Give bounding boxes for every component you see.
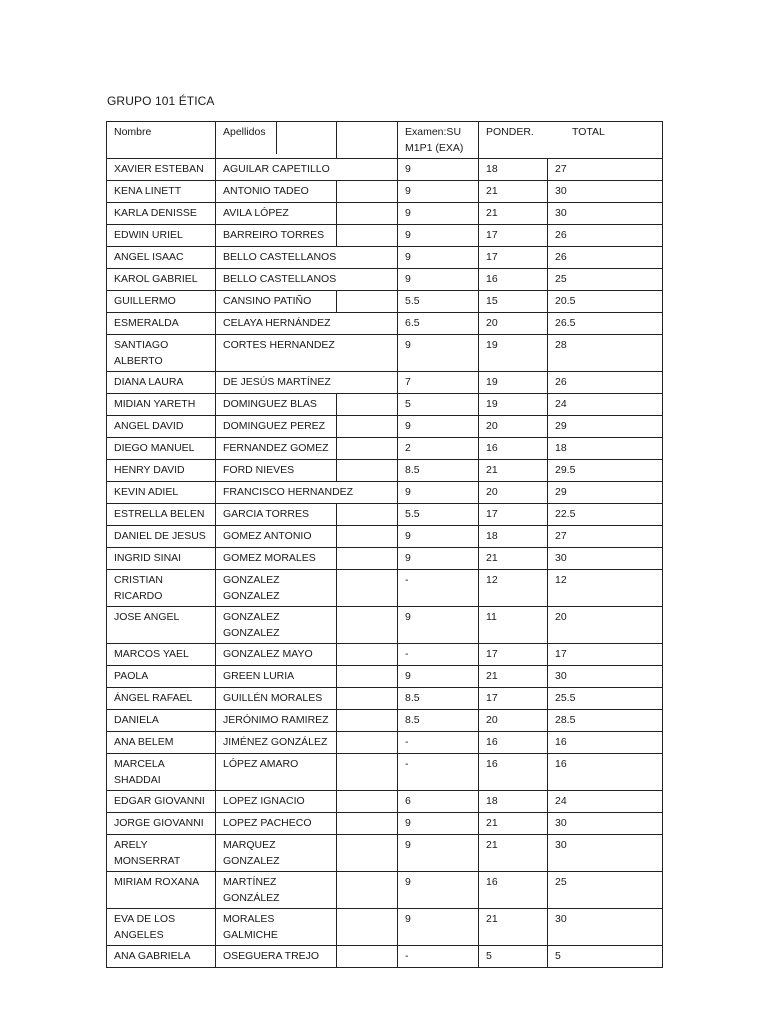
- cell-examen: 8.5: [398, 688, 479, 710]
- cell-total: 26: [548, 372, 663, 394]
- cell-apellidos: CANSINO PATIÑO: [216, 291, 337, 313]
- table-row: [107, 607, 663, 644]
- cell-total: 29: [548, 482, 663, 504]
- cell-examen: 9: [398, 909, 479, 946]
- cell-examen: 8.5: [398, 460, 479, 482]
- cell-examen: 9: [398, 159, 479, 181]
- page-title: GRUPO 101 ÉTICA: [107, 94, 215, 108]
- cell-ponder: 16: [479, 438, 548, 460]
- cell-apellidos: GONZALEZ MAYO: [216, 644, 337, 666]
- cell-total: 27: [548, 526, 663, 548]
- cell-examen: 9: [398, 269, 479, 291]
- table-row: [107, 791, 663, 813]
- cell-total: 30: [548, 835, 663, 872]
- cell-nombre: JORGE GIOVANNI: [107, 813, 216, 835]
- cell-apellidos: MARTÍNEZ GONZÁLEZ: [216, 872, 337, 909]
- cell-blank: [337, 460, 398, 482]
- table-row: [107, 247, 663, 269]
- cell-total: 29.5: [548, 460, 663, 482]
- table-row: [107, 548, 663, 570]
- cell-apellidos: BELLO CASTELLANOS: [216, 269, 398, 291]
- cell-examen: 9: [398, 835, 479, 872]
- cell-blank: [337, 526, 398, 548]
- header-ponder: PONDER.: [486, 126, 534, 138]
- cell-apellidos: DE JESÚS MARTÍNEZ: [216, 372, 398, 394]
- cell-nombre: DANIEL DE JESUS: [107, 526, 216, 548]
- cell-nombre: EDWIN URIEL: [107, 225, 216, 247]
- cell-total: 20.5: [548, 291, 663, 313]
- cell-nombre: ESMERALDA: [107, 313, 216, 335]
- cell-examen: 5.5: [398, 504, 479, 526]
- table-row: [107, 394, 663, 416]
- cell-ponder: 20: [479, 482, 548, 504]
- cell-total: 29: [548, 416, 663, 438]
- cell-ponder: 21: [479, 548, 548, 570]
- cell-ponder: 17: [479, 688, 548, 710]
- cell-blank: [337, 291, 398, 313]
- cell-ponder: 18: [479, 791, 548, 813]
- cell-examen: 9: [398, 872, 479, 909]
- cell-nombre: EVA DE LOS ANGELES: [107, 909, 216, 946]
- cell-examen: 5.5: [398, 291, 479, 313]
- cell-apellidos: GONZALEZ GONZALEZ: [216, 607, 337, 644]
- cell-ponder: 21: [479, 909, 548, 946]
- cell-total: 12: [548, 570, 663, 607]
- cell-blank: [337, 644, 398, 666]
- cell-total: 16: [548, 754, 663, 791]
- table-row: [107, 203, 663, 225]
- table-row: [107, 813, 663, 835]
- header-ponder-total: [479, 122, 663, 159]
- cell-apellidos: ANTONIO TADEO: [216, 181, 337, 203]
- cell-blank: [337, 710, 398, 732]
- cell-total: 30: [548, 813, 663, 835]
- cell-total: 18: [548, 438, 663, 460]
- cell-nombre: ARELY MONSERRAT: [107, 835, 216, 872]
- cell-examen: -: [398, 644, 479, 666]
- cell-ponder: 18: [479, 526, 548, 548]
- cell-apellidos: BELLO CASTELLANOS: [216, 247, 398, 269]
- cell-nombre: MARCELA SHADDAI: [107, 754, 216, 791]
- cell-nombre: ANGEL ISAAC: [107, 247, 216, 269]
- cell-examen: 7: [398, 372, 479, 394]
- cell-ponder: 19: [479, 335, 548, 372]
- cell-nombre: ANGEL DAVID: [107, 416, 216, 438]
- cell-total: 16: [548, 732, 663, 754]
- cell-nombre: SANTIAGO ALBERTO: [107, 335, 216, 372]
- table-row: [107, 335, 663, 372]
- table-row: [107, 666, 663, 688]
- cell-ponder: 16: [479, 732, 548, 754]
- cell-examen: 6: [398, 791, 479, 813]
- cell-total: 17: [548, 644, 663, 666]
- cell-total: 30: [548, 181, 663, 203]
- cell-blank: [337, 607, 398, 644]
- table-row: [107, 504, 663, 526]
- cell-blank: [337, 225, 398, 247]
- table-row: [107, 438, 663, 460]
- cell-nombre: HENRY DAVID: [107, 460, 216, 482]
- grades-table: [106, 121, 663, 968]
- cell-examen: 9: [398, 548, 479, 570]
- cell-total: 30: [548, 548, 663, 570]
- table-row: [107, 909, 663, 946]
- cell-total: 27: [548, 159, 663, 181]
- cell-examen: -: [398, 732, 479, 754]
- cell-blank: [337, 438, 398, 460]
- cell-nombre: KAROL GABRIEL: [107, 269, 216, 291]
- cell-examen: 9: [398, 247, 479, 269]
- header-apellidos: [216, 122, 337, 159]
- table-row: [107, 416, 663, 438]
- cell-examen: 9: [398, 482, 479, 504]
- cell-total: 26: [548, 247, 663, 269]
- cell-nombre: JOSE ANGEL: [107, 607, 216, 644]
- cell-apellidos: JIMÉNEZ GONZÁLEZ: [216, 732, 337, 754]
- cell-nombre: DANIELA: [107, 710, 216, 732]
- cell-ponder: 11: [479, 607, 548, 644]
- cell-apellidos: GOMEZ MORALES: [216, 548, 337, 570]
- cell-ponder: 20: [479, 416, 548, 438]
- cell-examen: 9: [398, 203, 479, 225]
- cell-total: 26.5: [548, 313, 663, 335]
- cell-examen: 9: [398, 416, 479, 438]
- cell-apellidos: MORALES GALMICHE: [216, 909, 337, 946]
- cell-ponder: 15: [479, 291, 548, 313]
- cell-blank: [337, 791, 398, 813]
- cell-apellidos: JERÓNIMO RAMIREZ: [216, 710, 337, 732]
- cell-examen: 6.5: [398, 313, 479, 335]
- cell-blank: [337, 394, 398, 416]
- table-row: [107, 159, 663, 181]
- table-row: [107, 482, 663, 504]
- cell-apellidos: MARQUEZ GONZALEZ: [216, 835, 337, 872]
- cell-ponder: 21: [479, 460, 548, 482]
- cell-examen: -: [398, 946, 479, 968]
- cell-apellidos: LÓPEZ AMARO: [216, 754, 337, 791]
- cell-ponder: 18: [479, 159, 548, 181]
- cell-apellidos: FERNANDEZ GOMEZ: [216, 438, 337, 460]
- cell-nombre: MIDIAN YARETH: [107, 394, 216, 416]
- cell-examen: -: [398, 754, 479, 791]
- cell-apellidos: DOMINGUEZ BLAS: [216, 394, 337, 416]
- cell-examen: 9: [398, 666, 479, 688]
- cell-nombre: MIRIAM ROXANA: [107, 872, 216, 909]
- cell-blank: [337, 688, 398, 710]
- table-row: [107, 732, 663, 754]
- table-row: [107, 313, 663, 335]
- cell-examen: 9: [398, 225, 479, 247]
- cell-apellidos: GOMEZ ANTONIO: [216, 526, 337, 548]
- cell-nombre: EDGAR GIOVANNI: [107, 791, 216, 813]
- table-row: [107, 710, 663, 732]
- cell-apellidos: CORTES HERNANDEZ: [216, 335, 398, 372]
- cell-ponder: 12: [479, 570, 548, 607]
- table-row: [107, 872, 663, 909]
- cell-total: 22.5: [548, 504, 663, 526]
- cell-ponder: 17: [479, 644, 548, 666]
- cell-apellidos: CELAYA HERNÁNDEZ: [216, 313, 398, 335]
- cell-ponder: 21: [479, 203, 548, 225]
- table-row: [107, 644, 663, 666]
- cell-examen: -: [398, 570, 479, 607]
- cell-examen: 9: [398, 813, 479, 835]
- cell-apellidos: OSEGUERA TREJO: [216, 946, 337, 968]
- cell-ponder: 19: [479, 372, 548, 394]
- table-row: [107, 269, 663, 291]
- cell-examen: 9: [398, 526, 479, 548]
- cell-total: 5: [548, 946, 663, 968]
- cell-blank: [337, 732, 398, 754]
- cell-ponder: 17: [479, 504, 548, 526]
- cell-blank: [337, 872, 398, 909]
- cell-nombre: KENA LINETT: [107, 181, 216, 203]
- cell-blank: [337, 203, 398, 225]
- cell-nombre: GUILLERMO: [107, 291, 216, 313]
- table-row: [107, 291, 663, 313]
- header-blank: [337, 122, 398, 159]
- cell-apellidos: GONZALEZ GONZALEZ: [216, 570, 337, 607]
- cell-nombre: CRISTIAN RICARDO: [107, 570, 216, 607]
- cell-examen: 8.5: [398, 710, 479, 732]
- cell-blank: [337, 835, 398, 872]
- cell-blank: [337, 666, 398, 688]
- cell-blank: [337, 946, 398, 968]
- cell-apellidos: GUILLÉN MORALES: [216, 688, 337, 710]
- cell-nombre: DIANA LAURA: [107, 372, 216, 394]
- table-row: [107, 946, 663, 968]
- cell-nombre: DIEGO MANUEL: [107, 438, 216, 460]
- cell-blank: [337, 504, 398, 526]
- header-total: TOTAL: [572, 126, 605, 138]
- cell-examen: 5: [398, 394, 479, 416]
- cell-nombre: KEVIN ADIEL: [107, 482, 216, 504]
- table-row: [107, 754, 663, 791]
- cell-apellidos: AVILA LÓPEZ: [216, 203, 337, 225]
- table-row: [107, 225, 663, 247]
- cell-ponder: 21: [479, 813, 548, 835]
- cell-total: 30: [548, 666, 663, 688]
- cell-total: 28: [548, 335, 663, 372]
- table-row: [107, 835, 663, 872]
- cell-ponder: 19: [479, 394, 548, 416]
- cell-ponder: 16: [479, 269, 548, 291]
- cell-examen: 9: [398, 607, 479, 644]
- cell-total: 20: [548, 607, 663, 644]
- cell-ponder: 17: [479, 247, 548, 269]
- cell-apellidos: BARREIRO TORRES: [216, 225, 337, 247]
- cell-ponder: 20: [479, 710, 548, 732]
- cell-blank: [337, 416, 398, 438]
- cell-nombre: MARCOS YAEL: [107, 644, 216, 666]
- cell-ponder: 20: [479, 313, 548, 335]
- cell-blank: [337, 181, 398, 203]
- cell-ponder: 5: [479, 946, 548, 968]
- cell-nombre: ÁNGEL RAFAEL: [107, 688, 216, 710]
- table-row: [107, 181, 663, 203]
- cell-apellidos: LOPEZ IGNACIO: [216, 791, 337, 813]
- cell-nombre: XAVIER ESTEBAN: [107, 159, 216, 181]
- cell-nombre: PAOLA: [107, 666, 216, 688]
- cell-examen: 9: [398, 335, 479, 372]
- cell-apellidos: LOPEZ PACHECO: [216, 813, 337, 835]
- cell-apellidos: DOMINGUEZ PEREZ: [216, 416, 337, 438]
- cell-blank: [337, 813, 398, 835]
- cell-total: 25: [548, 872, 663, 909]
- header-apellidos-label: Apellidos: [216, 122, 277, 154]
- table-row: [107, 526, 663, 548]
- cell-blank: [337, 548, 398, 570]
- cell-nombre: INGRID SINAI: [107, 548, 216, 570]
- cell-total: 25: [548, 269, 663, 291]
- cell-apellidos: AGUILAR CAPETILLO: [216, 159, 398, 181]
- header-examen: Examen:SU M1P1 (EXA): [398, 122, 479, 159]
- table-row: [107, 372, 663, 394]
- cell-nombre: KARLA DENISSE: [107, 203, 216, 225]
- cell-apellidos: GARCIA TORRES: [216, 504, 337, 526]
- header-empty: [277, 122, 290, 154]
- cell-ponder: 21: [479, 666, 548, 688]
- cell-blank: [337, 570, 398, 607]
- cell-ponder: 21: [479, 835, 548, 872]
- header-nombre: Nombre: [107, 122, 216, 159]
- cell-examen: 9: [398, 181, 479, 203]
- cell-ponder: 16: [479, 754, 548, 791]
- cell-ponder: 21: [479, 181, 548, 203]
- cell-total: 26: [548, 225, 663, 247]
- cell-blank: [337, 909, 398, 946]
- cell-ponder: 17: [479, 225, 548, 247]
- table-row: [107, 570, 663, 607]
- cell-nombre: ANA BELEM: [107, 732, 216, 754]
- cell-total: 30: [548, 909, 663, 946]
- cell-total: 24: [548, 791, 663, 813]
- cell-total: 24: [548, 394, 663, 416]
- cell-nombre: ESTRELLA BELEN: [107, 504, 216, 526]
- cell-total: 28.5: [548, 710, 663, 732]
- cell-examen: 2: [398, 438, 479, 460]
- cell-apellidos: FRANCISCO HERNANDEZ: [216, 482, 398, 504]
- cell-apellidos: FORD NIEVES: [216, 460, 337, 482]
- table-row: [107, 688, 663, 710]
- cell-ponder: 16: [479, 872, 548, 909]
- cell-blank: [337, 754, 398, 791]
- cell-apellidos: GREEN LURIA: [216, 666, 337, 688]
- table-row: [107, 460, 663, 482]
- cell-nombre: ANA GABRIELA: [107, 946, 216, 968]
- header-row: [107, 122, 663, 159]
- cell-total: 30: [548, 203, 663, 225]
- cell-total: 25.5: [548, 688, 663, 710]
